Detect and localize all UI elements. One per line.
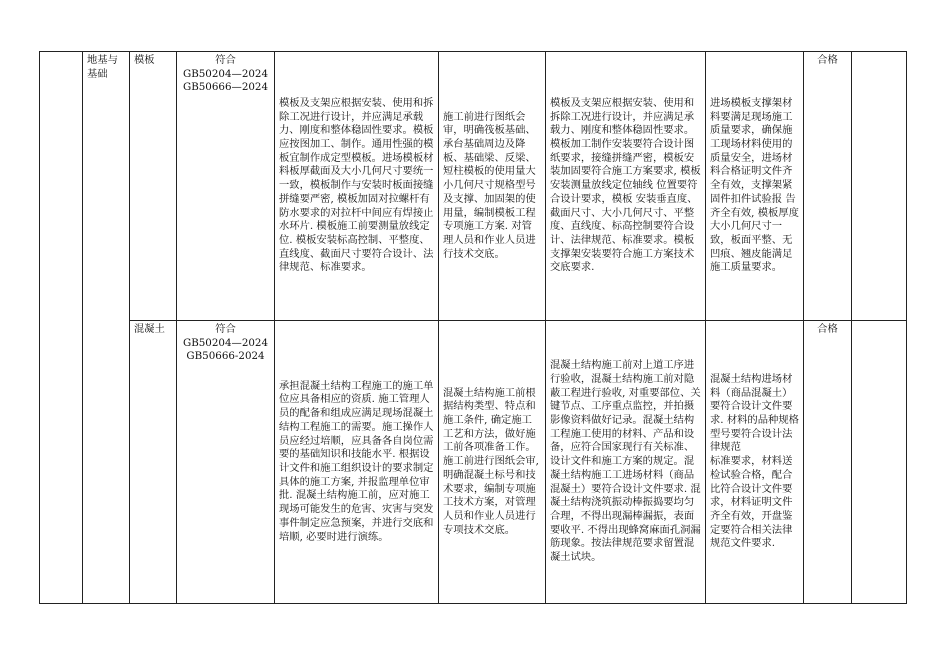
material-check-cell: 进场模板支撑架材料要满足现场施工质量要求，确保施工现场材料使用的质量安全，进场材料合格证明文件齐全有效，支撑架紧 固件扣件试验报 告齐全有效, 模板厚度大小几何尺寸一致，板面平整、无凹痕、翘皮能满足施工质量要求。 bbox=[706, 52, 804, 321]
standard-text: 符合 GB50204—2024 GB50666-2024 bbox=[182, 323, 269, 363]
item-cell: 模板 bbox=[130, 52, 177, 321]
category-cell: 地基与基础 bbox=[83, 52, 130, 604]
process-control-cell: 混凝土结构施工前对上道工序进行验收，混凝土结构施工前对隐蔽工程进行验收, 对重要部位、关键节点、工序重点监控，并拍摄影像资料做好记录。混凝土结构工程施工使用的材料、产品和设备，应符合国家现行有关标准、设计文件和施工方案的规定。混凝土结构施工工进场材料（商品混凝土）要符合设计文件要求. 混凝土结构浇筑振动棒振捣要均匀合理，不得出现漏棒漏振，表面要收平. 不得出现蜂窝麻面孔洞漏筋现象。按法律规范要求留置混凝土试块。 bbox=[546, 321, 706, 604]
standard-cell bbox=[177, 321, 275, 604]
process-control-cell: 模板及支架应根据安装、使用和拆除工况进行设计，并应满足承载力、刚度和整体稳固性要求。模板加工制作安装要符合设计图纸要求，接缝拼缝严密，模板安装加固要符合施工方案要求, 模板安装测量放线定位轴线 位置要符合设计要求，模板 安装垂直度、截面尺寸、大小几何尺寸、平整度、直线度、标高控制要符合设计、法律规范、标准要求。模板支撑架安装要符合施工方案技术交底要求. bbox=[546, 52, 706, 321]
blank-cell bbox=[40, 52, 83, 604]
table-row bbox=[40, 52, 907, 321]
pre-construction-cell: 施工前进行图纸会审，明确筏板基础、承台基础周边及降板、基础梁、反梁、短柱模板的使用量大小几何尺寸规格型号及支撑、加固架的使用量，编制模板工程专项施工方案. 对管理人员和作业人员进行技术交底。 bbox=[439, 52, 546, 321]
standard-cell bbox=[177, 52, 275, 321]
table-row bbox=[40, 321, 907, 604]
pre-construction-cell: 混凝土结构施工前根据结构类型、特点和施工条件, 确定施工工艺和方法，做好施工前各项准备工作。施工前进行图纸会审, 明确混凝土标号和技术要求，编制专项施工技术方案，对管理人员和作业人员进行专项技术交底。 bbox=[439, 321, 546, 604]
remark-cell bbox=[852, 52, 907, 321]
remark-cell bbox=[852, 321, 907, 604]
inspection-table bbox=[39, 51, 907, 604]
item-cell: 混凝土 bbox=[130, 321, 177, 604]
requirement-cell: 承担混凝土结构工程施工的施工单位应具备相应的资质. 施工管理人员的配备和组成应满足现场混凝土结构工程施工的需要。施工操作人员应经过培顺，应具备各自岗位需要的基础知识和技能水平. 根据设计文件和施工组织设计的要求制定具体的施工方案, 并报监理单位审批. 混凝土结构施工前，应对施工现场可能发生的危害、灾害与突发事件制定应急预案，并进行交底和培顺, 必要时进行演练。 bbox=[275, 321, 439, 604]
result-cell: 合格 bbox=[804, 52, 852, 321]
requirement-cell: 模板及支架应根据安装、使用和拆除工况进行设计，并应满足承载力、刚度和整体稳固性要求。模板应按图加工、制作。通用性强的模板宜制作成定型模板。进场模板材料板厚截面及大小几何尺寸要统一一致，模板制作与安装时板面接缝拼缝要严密, 模板加固对拉螺杆有防水要求的对拉杆中间应有焊接止水环片. 模板施工前要测量放线定位. 模板安装标高控制、平整度、直线度、截面尺寸要符合设计、法律规范、标准要求。 bbox=[275, 52, 439, 321]
material-check-cell: 混凝土结构进场材料（商品混凝土）要符合设计文件要求. 材料的品种规格型号要符合设计法律规范 标准要求，材料送检试验合格，配合比符合设计文件要求，材料证明文件齐全有效，开盘鉴定要符合相关法律规范文件要求. bbox=[706, 321, 804, 604]
standard-text: 符合 GB50204—2024 GB50666—2024 bbox=[182, 54, 269, 94]
result-cell: 合格 bbox=[804, 321, 852, 604]
